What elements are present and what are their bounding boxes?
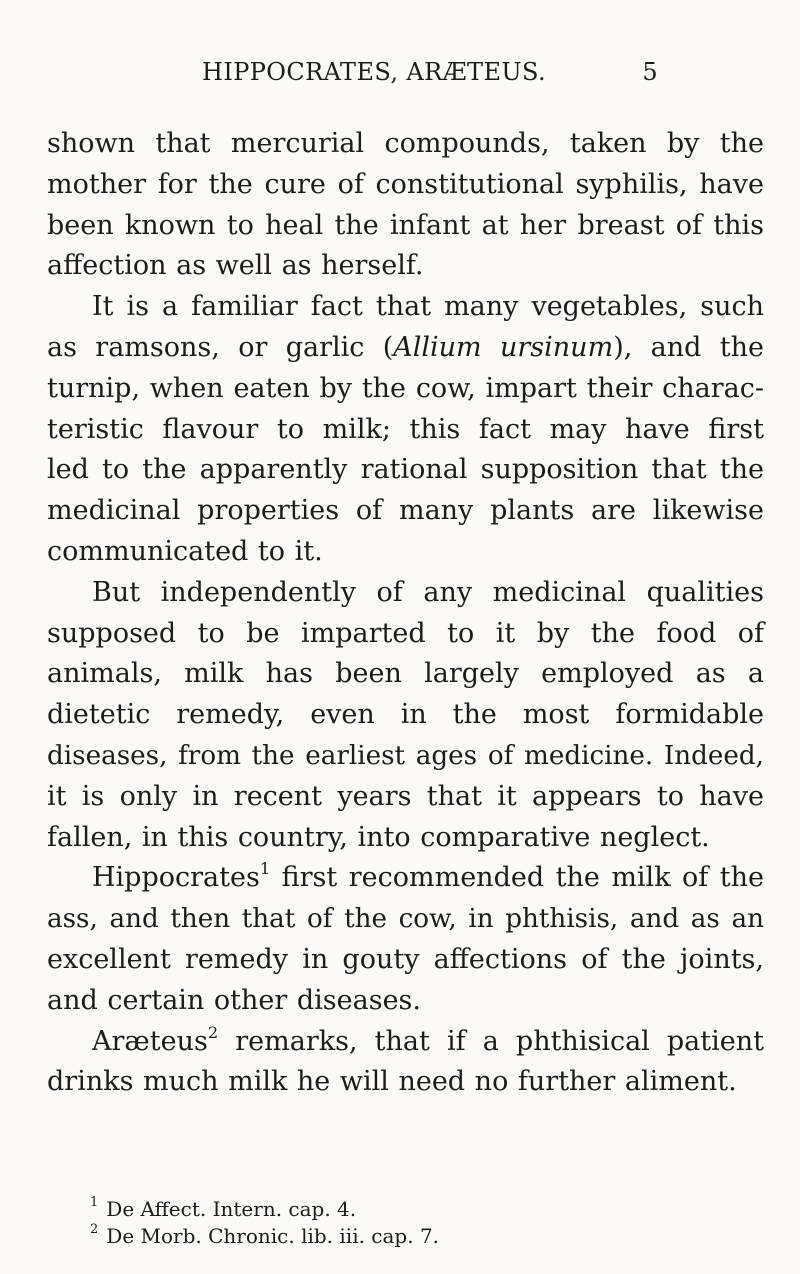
text-line: communicated to it.	[47, 535, 323, 567]
text-line: affection as well as herself.	[47, 250, 424, 282]
text-line: turnip, when eaten by the cow, impart their charac-	[47, 372, 764, 404]
body-text	[47, 124, 764, 1103]
text-line: and certain other diseases.	[47, 984, 421, 1016]
footnote	[90, 1223, 439, 1250]
text-line: been known to heal the infant at her breast of this	[47, 209, 764, 241]
text-run: first recommended the milk of the	[270, 862, 764, 894]
text-run: ), and the	[613, 331, 764, 363]
footnote-ref[interactable]: 2	[207, 1022, 219, 1042]
page-number: 5	[642, 58, 658, 86]
text-line: diseases, from the earliest ages of medicine. Indeed,	[47, 740, 764, 771]
paragraph-start	[47, 1022, 764, 1063]
text-line: excellent remedy in gouty affections of the joints,	[47, 943, 764, 975]
footnote-text: De Morb. Chronic. lib. iii. cap. 7.	[106, 1224, 440, 1248]
text-line: mother for the cure of constitutional syphilis, have	[47, 168, 764, 200]
text-line: ass, and then that of the cow, in phthisis, and as an	[47, 904, 764, 935]
paragraph-start: But independently of any medicinal qualities	[92, 576, 764, 608]
footnotes	[90, 1196, 439, 1250]
text-run: Aræteus	[92, 1025, 208, 1057]
running-head: HIPPOCRATES, ARÆTEUS.	[202, 58, 547, 86]
text-run: as ramsons, or garlic (	[47, 331, 394, 363]
text-line: it is only in recent years that it appears to have	[47, 780, 764, 812]
text-line: drinks much milk he will need no further aliment.	[47, 1066, 737, 1098]
text-run: Hippocrates	[92, 862, 260, 894]
text-line: animals, milk has been largely employed as a	[47, 658, 764, 690]
text-line: dietetic remedy, even in the most formidable	[47, 699, 764, 731]
text-run: remarks, that if a phthisical patient	[218, 1025, 764, 1057]
text-line: shown that mercurial compounds, taken by the	[47, 128, 764, 159]
paragraph-start	[47, 858, 764, 899]
footnote-marker: 1	[90, 1195, 99, 1211]
footnote-text: De Affect. Intern. cap. 4.	[106, 1197, 357, 1221]
text-line: led to the apparently rational supposition that the	[47, 454, 764, 486]
latin-name: Allium ursinum	[393, 331, 614, 363]
text-line: supposed to be imparted to it by the food of	[47, 617, 764, 649]
text-line	[47, 328, 764, 369]
text-line: fallen, in this country, into comparative neglect.	[47, 821, 710, 853]
text-line: teristic flavour to milk; this fact may have first	[47, 413, 764, 445]
footnote-marker: 2	[90, 1222, 99, 1238]
paragraph-start: It is a familiar fact that many vegetables, such	[92, 291, 764, 323]
footnote-ref[interactable]: 1	[259, 859, 271, 879]
footnote	[90, 1196, 439, 1223]
text-line: medicinal properties of many plants are likewise	[47, 495, 764, 527]
